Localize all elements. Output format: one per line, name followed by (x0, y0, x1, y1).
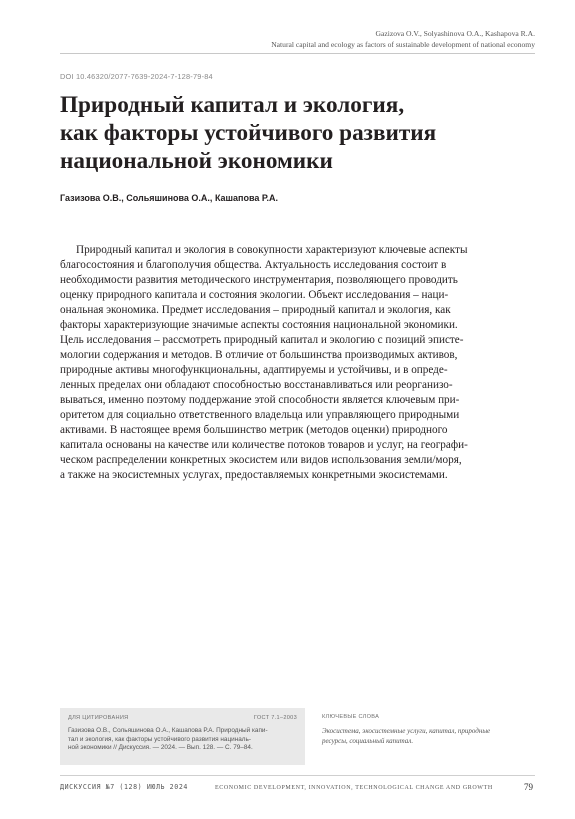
footer-section: ECONOMIC DEVELOPMENT, INNOVATION, TECHNOLOGICAL CHANGE AND GROWTH (215, 785, 493, 791)
abstract-line: ональная экономика. Предмет исследования – природный капитал и экология, как (60, 304, 451, 316)
running-header-authors: Gazizova O.V., Solyashinova O.A., Kashapova R.A. (375, 29, 535, 38)
keywords-label: КЛЮЧЕВЫЕ СЛОВА (322, 714, 380, 720)
footer-journal: ДИСКУССИЯ №7 (128) ИЮЛЬ 2024 (60, 783, 188, 791)
footer-divider (60, 775, 535, 776)
citation-label: ДЛЯ ЦИТИРОВАНИЯ (68, 715, 129, 721)
abstract-line: факторы характеризующие значимые аспекты состояния национальной экономики. (60, 319, 458, 331)
abstract-line: вываться, именно поэтому поддержание этой способности является ключевым при- (60, 394, 460, 406)
article-title-line-1: Природный капитал и экология, (60, 92, 405, 118)
abstract-line: благосостояния и благополучия общества. Актуальность исследования состоит в (60, 259, 447, 271)
abstract (60, 243, 535, 483)
citation-line: Газизова О.В., Сольяшинова О.А., Кашапова Р.А. Природный капи- (68, 727, 268, 734)
keywords-line: ресурсы, социальный капитал. (322, 736, 414, 745)
header-divider (60, 53, 535, 54)
abstract-line: ческом распределении конкретных экосистем или видов использования земли/моря, (60, 454, 462, 466)
abstract-line: оценку природного капитала и состояния экологии. Объект исследования – наци- (60, 289, 449, 301)
abstract-line: а также на экосистемных услугах, предоставляемых конкретными экосистемами. (60, 469, 448, 481)
keywords-line: Экосистема, экосистемные услуги, капитал, природные (322, 727, 491, 735)
abstract-line: необходимости развития методического инструментария, позволяющего проводить (60, 274, 458, 286)
page-number: 79 (524, 782, 533, 792)
doi[interactable]: DOI 10.46320/2077-7639-2024-7-128-79-84 (60, 72, 213, 81)
abstract-line: капитала основаны на качестве или количестве потоков товаров и услуг, на географи- (60, 439, 468, 451)
citation-header (68, 715, 297, 721)
keywords-block (322, 714, 537, 746)
running-header (271, 29, 535, 50)
abstract-line: оритетом для социально ответственного владельца или управляющего природными (60, 409, 460, 421)
article-title (60, 91, 530, 175)
article-title-line-2: как факторы устойчивого развития (60, 120, 437, 146)
citation-text (68, 727, 300, 753)
citation-line: ной экономики // Дискуссия. — 2024. — Вып. 128. — С. 79–84. (68, 744, 253, 751)
citation-line: тал и экология, как факторы устойчивого развития нациналь- (68, 735, 251, 743)
abstract-line: Цель исследования – рассмотреть природный капитал и экологию с позиций эписте- (60, 334, 464, 346)
citation-standard: ГОСТ 7.1–2003 (253, 715, 297, 721)
abstract-line: природные активы многофункциональны, адаптируемы и устойчивы, и в опреде- (60, 364, 448, 376)
article-authors: Газизова О.В., Сольяшинова О.А., Кашапова Р.А. (60, 193, 279, 203)
keywords-text (322, 727, 537, 746)
abstract-line: мологии содержания и методов. В отличие от большинства производимых активов, (60, 349, 458, 361)
abstract-line: активами. В настоящее время большинство метрик (методов оценки) природного (60, 424, 448, 436)
running-header-article: Natural capital and ecology as factors of sustainable development of national economy (271, 39, 535, 49)
citation-box (60, 708, 305, 765)
abstract-line: ленных пределах они обладают способностью восстанавливаться или реорганизо- (60, 379, 453, 391)
article-title-line-3: национальной экономики (60, 148, 333, 174)
abstract-line: Природный капитал и экология в совокупности характеризуют ключевые аспекты (76, 244, 468, 256)
